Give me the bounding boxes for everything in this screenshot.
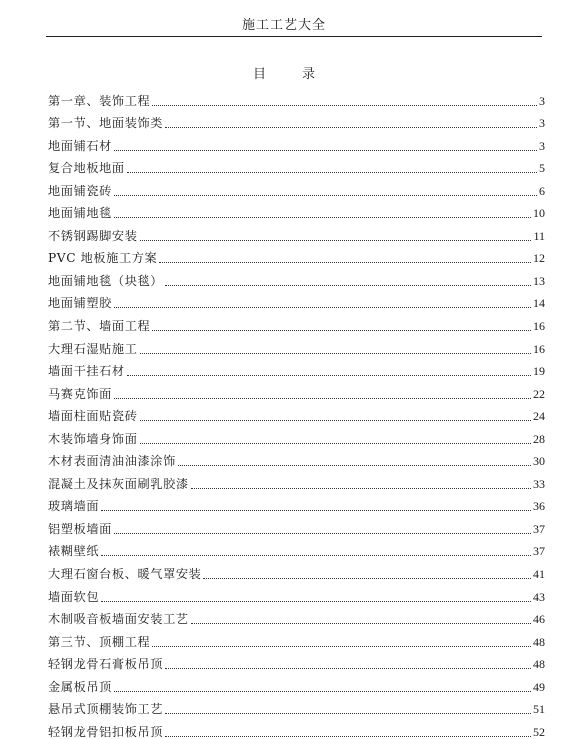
toc-entry-label: 马赛克饰面 — [48, 386, 112, 401]
dot-leader — [165, 703, 531, 714]
dot-leader — [114, 140, 537, 151]
toc-entry[interactable] — [48, 198, 545, 221]
toc-entry-label: PVC 地板施工方案 — [48, 251, 158, 266]
toc-entry-page-number: 43 — [533, 589, 545, 604]
dot-leader — [165, 658, 531, 669]
toc-heading-right: 录 — [302, 67, 316, 82]
toc-entry-label: 木装饰墙身饰面 — [48, 431, 138, 446]
dot-leader — [140, 343, 531, 354]
toc-entry[interactable] — [48, 153, 545, 176]
toc-entry-page-number: 5 — [539, 161, 545, 176]
table-of-contents — [48, 85, 545, 739]
toc-entry[interactable] — [48, 694, 545, 717]
toc-entry-page-number: 49 — [533, 679, 545, 694]
dot-leader — [152, 636, 531, 647]
dot-leader — [114, 297, 531, 308]
toc-entry[interactable] — [48, 243, 545, 266]
toc-entry-page-number: 11 — [533, 228, 545, 243]
toc-entry-page-number: 6 — [539, 183, 545, 198]
toc-entry-label: 裱糊壁纸 — [48, 544, 100, 559]
toc-entry[interactable] — [48, 716, 545, 739]
dot-leader — [114, 388, 531, 399]
toc-entry[interactable] — [48, 220, 545, 243]
toc-entry-label: 地面铺地毯 — [48, 206, 112, 221]
toc-entry-label: 地面铺瓷砖 — [48, 183, 112, 198]
toc-entry-page-number: 28 — [533, 431, 545, 446]
toc-entry-label: 复合地板地面 — [48, 161, 125, 176]
dot-leader — [127, 365, 531, 376]
toc-entry-label: 大理石窗台板、暖气罩安装 — [48, 567, 202, 582]
toc-entry-label: 墙面干挂石材 — [48, 364, 125, 379]
toc-entry-page-number: 16 — [533, 341, 545, 356]
toc-entry-page-number: 12 — [533, 251, 545, 266]
toc-entry[interactable] — [48, 671, 545, 694]
toc-entry-page-number: 30 — [533, 454, 545, 469]
dot-leader — [140, 230, 532, 241]
toc-entry[interactable] — [48, 175, 545, 198]
toc-entry[interactable] — [48, 649, 545, 672]
dot-leader — [191, 613, 531, 624]
toc-entry-label: 第三节、顶棚工程 — [48, 634, 151, 649]
toc-entry-label: 第一节、地面装饰类 — [48, 116, 164, 131]
dot-leader — [101, 500, 531, 511]
toc-entry[interactable] — [48, 536, 545, 559]
toc-entry-page-number: 52 — [533, 724, 545, 739]
toc-entry-label: 混凝土及抹灰面刷乳胶漆 — [48, 476, 189, 491]
toc-entry-page-number: 3 — [539, 116, 545, 131]
dot-leader — [140, 433, 531, 444]
toc-entry-page-number: 10 — [533, 206, 545, 221]
toc-entry[interactable] — [48, 446, 545, 469]
toc-entry-label: 地面铺石材 — [48, 138, 112, 153]
dot-leader — [191, 478, 531, 489]
toc-entry[interactable] — [48, 491, 545, 514]
toc-entry-page-number: 3 — [539, 138, 545, 153]
toc-entry[interactable] — [48, 558, 545, 581]
toc-entry-page-number: 13 — [533, 273, 545, 288]
toc-entry-page-number: 37 — [533, 544, 545, 559]
dot-leader — [178, 455, 531, 466]
toc-entry-page-number: 36 — [533, 499, 545, 514]
toc-entry-page-number: 33 — [533, 476, 545, 491]
toc-entry[interactable] — [48, 85, 545, 108]
toc-entry-label: 第二节、墙面工程 — [48, 319, 151, 334]
toc-entry-page-number: 19 — [533, 364, 545, 379]
toc-entry[interactable] — [48, 108, 545, 131]
dot-leader — [165, 117, 537, 128]
toc-entry[interactable] — [48, 378, 545, 401]
toc-entry[interactable] — [48, 626, 545, 649]
toc-entry-page-number: 48 — [533, 634, 545, 649]
toc-entry[interactable] — [48, 333, 545, 356]
toc-entry[interactable] — [48, 401, 545, 424]
dot-leader — [152, 95, 537, 106]
toc-entry[interactable] — [48, 310, 545, 333]
toc-entry-label: 铝塑板墙面 — [48, 521, 112, 536]
toc-heading-left: 目 — [252, 67, 266, 82]
dot-leader — [114, 523, 531, 534]
toc-entry-label: 轻钢龙骨石膏板吊顶 — [48, 657, 164, 672]
toc-entry-label: 轻钢龙骨铝扣板吊顶 — [48, 724, 164, 739]
toc-entry-page-number: 46 — [533, 612, 545, 627]
toc-entry-label: 木制吸音板墙面安装工艺 — [48, 612, 189, 627]
toc-entry[interactable] — [48, 513, 545, 536]
toc-entry[interactable] — [48, 288, 545, 311]
dot-leader — [114, 681, 531, 692]
toc-entry-label: 地面铺塑胶 — [48, 296, 112, 311]
toc-entry-label: 地面铺地毯（块毯） — [48, 273, 164, 288]
toc-entry-page-number: 22 — [533, 386, 545, 401]
toc-entry[interactable] — [48, 130, 545, 153]
dot-leader — [203, 568, 531, 579]
toc-entry-page-number: 3 — [539, 93, 545, 108]
dot-leader — [127, 162, 537, 173]
toc-entry[interactable] — [48, 265, 545, 288]
toc-entry-label: 墙面柱面贴瓷砖 — [48, 409, 138, 424]
toc-entry-label: 大理石湿贴施工 — [48, 341, 138, 356]
toc-entry[interactable] — [48, 468, 545, 491]
toc-heading — [0, 63, 568, 82]
toc-entry[interactable] — [48, 581, 545, 604]
toc-entry-label: 第一章、装饰工程 — [48, 93, 151, 108]
toc-entry-label: 墙面软包 — [48, 589, 100, 604]
toc-entry[interactable] — [48, 356, 545, 379]
toc-entry-label: 玻璃墙面 — [48, 499, 100, 514]
dot-leader — [114, 207, 531, 218]
toc-entry-page-number: 51 — [533, 702, 545, 717]
toc-entry-page-number: 16 — [533, 319, 545, 334]
toc-entry[interactable] — [48, 604, 545, 627]
header-divider — [46, 36, 542, 37]
dot-leader — [152, 320, 531, 331]
toc-entry[interactable] — [48, 423, 545, 446]
dot-leader — [101, 545, 531, 556]
toc-entry-page-number: 14 — [533, 296, 545, 311]
toc-entry-label: 木材表面清油油漆涂饰 — [48, 454, 176, 469]
dot-leader — [165, 726, 531, 737]
toc-entry-page-number: 37 — [533, 521, 545, 536]
toc-entry-page-number: 24 — [533, 409, 545, 424]
dot-leader — [159, 252, 531, 263]
toc-entry-page-number: 41 — [533, 567, 545, 582]
dot-leader — [114, 185, 537, 196]
toc-entry-label: 不锈钢踢脚安装 — [48, 228, 138, 243]
dot-leader — [165, 275, 531, 286]
toc-entry-page-number: 48 — [533, 657, 545, 672]
toc-entry-label: 金属板吊顶 — [48, 679, 112, 694]
dot-leader — [101, 591, 531, 602]
toc-entry-label: 悬吊式顶棚装饰工艺 — [48, 702, 164, 717]
dot-leader — [140, 410, 531, 421]
document-header-title: 施工工艺大全 — [241, 18, 326, 33]
